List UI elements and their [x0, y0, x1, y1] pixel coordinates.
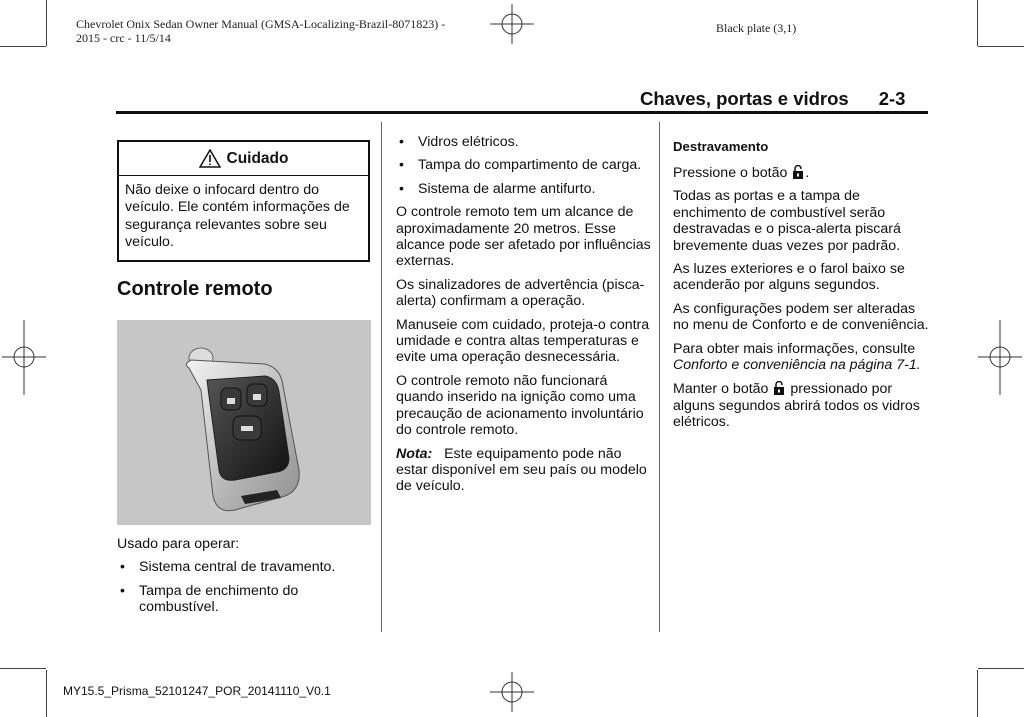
caution-title: Cuidado: [226, 149, 289, 167]
note-text: Este equipamento pode não estar disponível em seu país ou modelo de veículo.: [396, 445, 647, 495]
column-1-text: [117, 536, 372, 616]
remote-key-image: [117, 320, 371, 525]
list-item: • Vidros elétricos.: [396, 134, 652, 150]
column-divider-2: [659, 122, 660, 632]
paragraph: Manuseie com cuidado, proteja-o contra umidade e contra altas temperaturas e evite uma operação desnecessária.: [396, 316, 650, 366]
note-paragraph: [396, 446, 652, 495]
list-item: • Tampa de enchimento do combustível.: [117, 583, 372, 616]
subsection-heading: Destravamento: [673, 139, 769, 154]
column-3-text: [673, 139, 929, 431]
list-item: • Sistema central de travamento.: [117, 559, 372, 575]
paragraph: [673, 165, 929, 181]
paragraph-text: Manter o botão: [673, 381, 769, 398]
paragraph-text: Pressione o botão: [673, 165, 788, 181]
print-header-line2: 2015 - crc - 11/5/14: [76, 31, 171, 45]
paragraph: As luzes exteriores e o farol baixo se acenderão por alguns segundos.: [673, 261, 905, 294]
note-label: Nota:: [396, 445, 433, 462]
paragraph-text: Para obter mais informações, consulte: [673, 340, 916, 357]
page-reference: Conforto e conveniência na página 7-1.: [673, 357, 921, 374]
header-rule: [116, 111, 928, 114]
paragraph: O controle remoto não funcionará quando inserido na ignição como uma precaução de acionamento involuntário do controle remoto.: [396, 372, 644, 439]
paragraph: As configurações podem ser alteradas no menu de Conforto e de conveniência.: [673, 300, 929, 334]
plate-label: Black plate (3,1): [716, 21, 797, 35]
paragraph-text: .: [805, 165, 810, 181]
paragraph: Todas as portas e a tampa de enchimento de combustível serão destravadas e o pisca-alerta piscará brevemente duas vezes por padrão.: [673, 188, 901, 254]
warning-triangle-icon: [199, 149, 221, 168]
caution-header: [119, 142, 368, 176]
paragraph: [673, 341, 929, 374]
caution-box: [117, 140, 370, 262]
paragraph-text: pressionado por alguns segundos abrirá todos os vidros elétricos.: [673, 381, 920, 431]
caution-text: Não deixe o infocard dentro do veículo. Ele contém informações de segurança relevantes sobre seu veículo.: [125, 182, 350, 251]
page-number: 2-3: [878, 88, 906, 109]
print-header-line1: Chevrolet Onix Sedan Owner Manual (GMSA-Localizing-Brazil-8071823) -: [76, 17, 446, 31]
remote-key-illustration: [117, 320, 371, 525]
paragraph: Os sinalizadores de advertência (pisca-alerta) confirmam a operação.: [396, 276, 645, 310]
column-divider-1: [381, 122, 382, 632]
footer-code: MY15.5_Prisma_52101247_POR_20141110_V0.1: [63, 684, 331, 698]
paragraph: O controle remoto tem um alcance de aproximadamente 20 metros. Esse alcance pode ser afetado por influências externas.: [396, 204, 651, 270]
running-head-title: Chaves, portas e vidros: [640, 88, 849, 109]
running-head: [640, 88, 905, 110]
section-title: Controle remoto: [117, 278, 273, 300]
list-item: • Tampa do compartimento de carga.: [396, 157, 652, 173]
unlock-icon: [773, 381, 785, 395]
paragraph: [673, 381, 929, 430]
list-item: • Sistema de alarme antifurto.: [396, 181, 652, 197]
unlock-icon: [792, 165, 804, 179]
usage-intro: Usado para operar:: [117, 536, 240, 552]
column-2-text: [396, 134, 652, 495]
